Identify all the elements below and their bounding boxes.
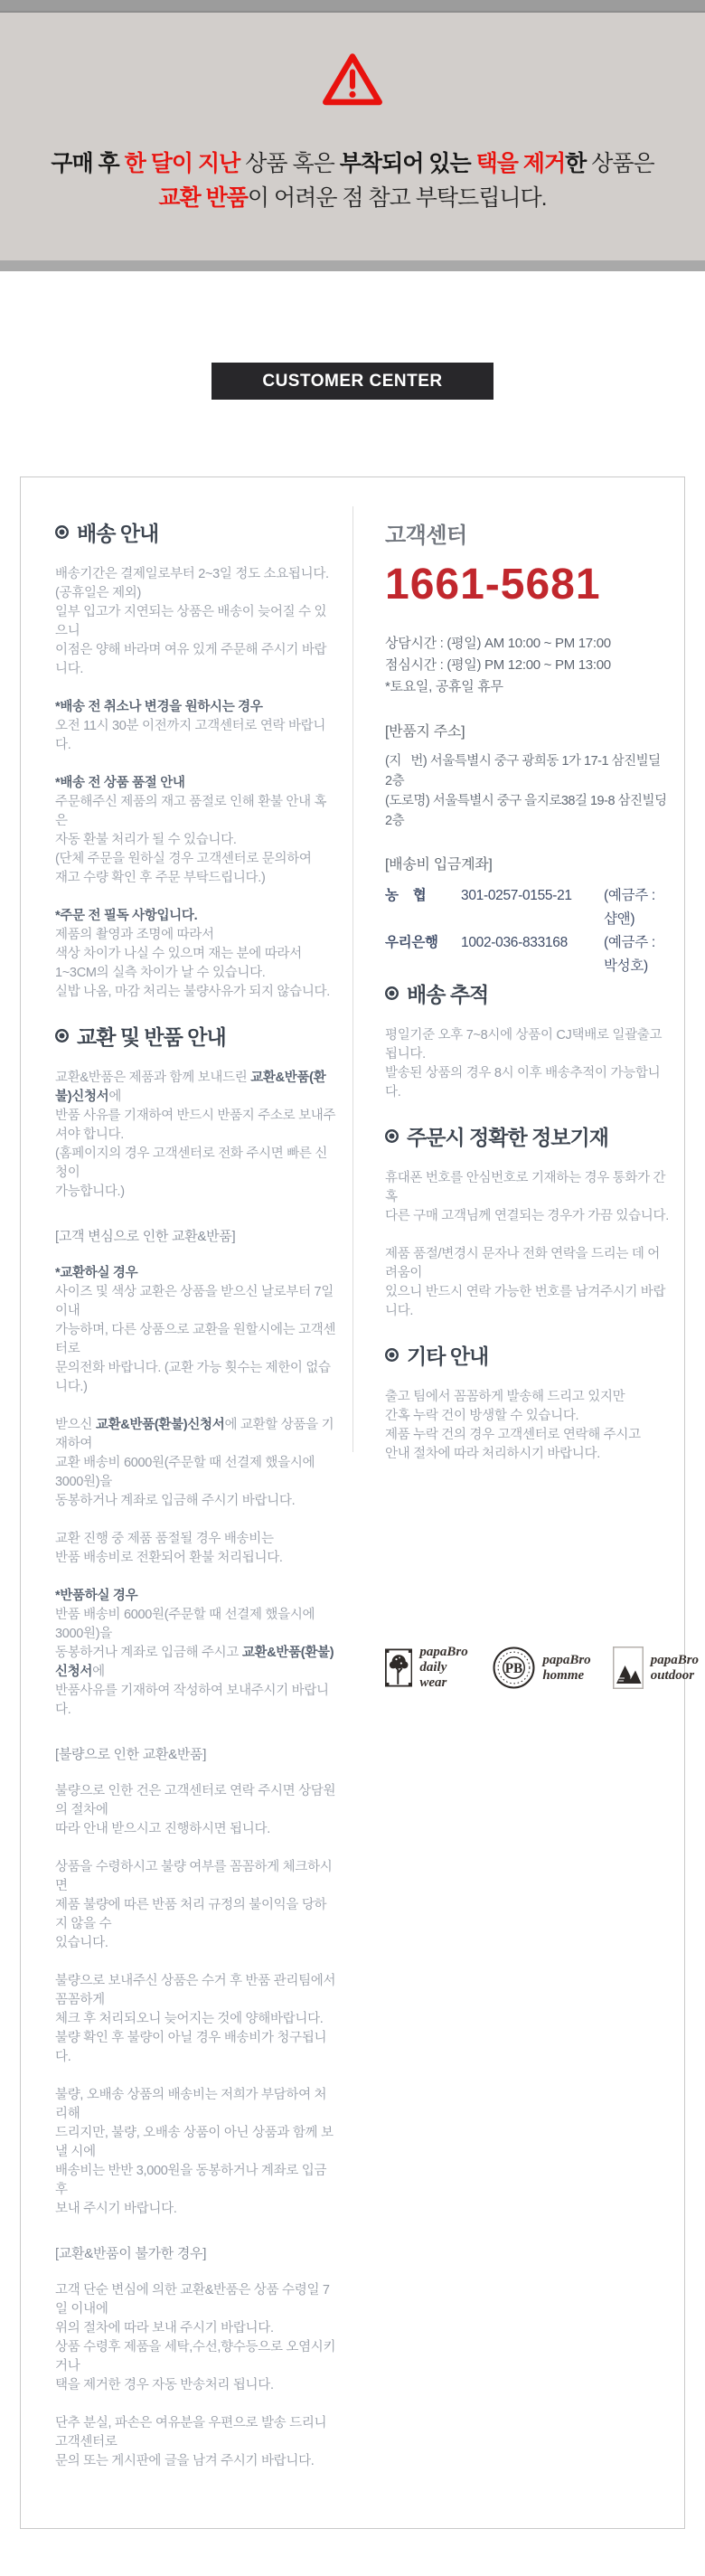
tree-logo-icon [385, 1647, 412, 1689]
text-run-bold: 교환&반품(환불)신청서 [95, 1418, 225, 1432]
brand-label [651, 1653, 699, 1684]
bank-row [385, 884, 670, 931]
column-divider [352, 506, 353, 1452]
bank-holder: (예금주 : 샵앤) [604, 888, 655, 927]
text-run: 에 반품 사유를 기재하여 반드시 반품지 주소로 보내주셔야 합니다. (홈페이지의 경우 고객센터로 전화 주시면 빠른 신청이 가능합니다.) [55, 1090, 336, 1199]
warning-segment: 한 [565, 151, 587, 176]
text-run: 교환&반품은 제품과 함께 보내드린 [55, 1071, 251, 1085]
accurate-info-section-title [385, 1121, 670, 1151]
exchange-subtitle: *교환하실 경우 [55, 1266, 138, 1280]
shipping-subtext: 오전 11시 30분 이전까지 고객센터로 연락 바랍니다. [55, 719, 326, 752]
fisheye-bullet-icon [55, 1029, 69, 1043]
brand-dailywear [385, 1645, 471, 1691]
fisheye-bullet-icon [385, 986, 399, 1000]
text-run-bold: 교환&반품(환불)신청서 [55, 1071, 326, 1104]
defect-paragraph: 상품을 수령하시고 불량 여부를 꼼꼼하게 체크하시면 제품 불량에 따른 반품 처리 규정의 불이익을 당하지 않을 수 있습니다. [55, 1860, 333, 1950]
etc-body: 출고 팀에서 꼼꼼하게 발송해 드리고 있지만 간혹 누락 건이 방생할 수 있습니다. 제품 누락 건의 경우 고객센터로 연락해 주시고 안내 절차에 따라 처리하시기 바랍니다. [385, 1390, 641, 1461]
top-gray-bar [0, 0, 705, 13]
return-paragraph [55, 1606, 336, 1720]
warning-segment-red: 한 달이 지난 [124, 151, 240, 176]
bank-account-number: 301-0257-0155-21 [461, 888, 572, 903]
text-run: 에 반품사유를 기재하여 작성하여 보내주시기 바랍니다. [55, 1665, 329, 1717]
fisheye-bullet-icon [385, 1348, 399, 1362]
defect-paragraph: 불량으로 보내주신 상품은 수거 후 반품 관리팀에서 꼼꼼하게 체크 후 처리되오니 늦어지는 것에 양해바랍니다. 불량 확인 후 불량이 아닐 경우 배송비가 청구됩니다. [55, 1974, 336, 2064]
returns-section-title [55, 1021, 336, 1051]
brand-line: homme [542, 1667, 585, 1683]
cs-title: 고객센터 [385, 524, 467, 548]
warning-segment: 이 어려운 점 참고 부탁드립니다. [247, 185, 547, 211]
brand-line: outdoor [650, 1667, 695, 1683]
customer-center-bar: CUSTOMER CENTER [212, 363, 494, 400]
accurate-paragraph: 휴대폰 번호를 안심번호로 기재하는 경우 통화가 간혹 다른 구매 고객님께 연결되는 경우가 가끔 있습니다. [385, 1171, 669, 1223]
text-run: 반품 배송비 6000원(주문할 때 선결제 했을시에 3000원)을 동봉하거나 계좌로 입금해 주시고 [55, 1608, 315, 1660]
cs-phone-number: 1661-5681 [385, 561, 601, 609]
section-title-label: 배송 추적 [407, 983, 489, 1006]
bracket-heading: [고객 변심으로 인한 교환&반품] [55, 1229, 236, 1244]
customer-center-column [352, 517, 700, 2490]
section-title-label: 주문시 정확한 정보기재 [407, 1126, 608, 1149]
shipping-subtitle: *배송 전 상품 품절 안내 [55, 776, 185, 790]
return-address: (지 번) 서울특별시 중구 광희동 1가 17-1 삼진빌딜 2층 (도로명) 서울특별시 중구 을지로38길 19-8 삼진빌딩 2층 [385, 754, 667, 828]
banner-bottom-strip [0, 260, 705, 271]
bank-name: 우리은행 [385, 935, 438, 950]
brand-name: papaBro [542, 1652, 591, 1667]
exchange-body: 사이즈 및 색상 교환은 상품을 받으신 날로부터 7일 이내 가능하며, 다른 상품으로 교환을 원할시에는 고객센터로 문의전화 바랍니다. (교환 가능 횟수는 제한이 없습니다.) [55, 1285, 336, 1394]
bank-holder: (예금주 : 박성호) [604, 935, 655, 974]
text-run: 받으신 [55, 1418, 96, 1432]
cs-hours: 상담시간 : (평일) AM 10:00 ~ PM 17:00 점심시간 : (평일) PM 12:00 ~ PM 13:00 *토요일, 공휴일 휴무 [385, 636, 611, 694]
defect-paragraph: 불량으로 인한 건은 고객센터로 연락 주시면 상담원의 절차에 따라 안내 받으시고 진행하시면 됩니다. [55, 1784, 336, 1836]
brand-logo-row [385, 1645, 700, 1691]
brand-label [542, 1653, 590, 1684]
brand-line: daily wear [419, 1660, 447, 1690]
brand-name: papaBro [419, 1645, 468, 1659]
shipping-section-title [55, 517, 336, 547]
warning-segment: 상품은 [586, 151, 654, 176]
bank-row [385, 931, 670, 978]
soldout-paragraph: 교환 진행 중 제품 품절될 경우 배송비는 반품 배송비로 전환되어 환불 처리됩니다. [55, 1532, 283, 1565]
bank-name: 농 협 [385, 888, 427, 903]
bank-title: [배송비 입금계좌] [385, 857, 493, 873]
warning-banner [0, 13, 705, 260]
mountain-logo-icon [613, 1647, 644, 1689]
tracking-section-title [385, 978, 670, 1008]
impossible-paragraph: 단추 분실, 파손은 여유분을 우편으로 발송 드리니 고객센터로 문의 또는 게시판에 글을 남겨 주시기 바랍니다. [55, 2416, 327, 2468]
returns-intro-paragraph [55, 1069, 336, 1202]
brand-label [419, 1645, 471, 1691]
shipping-subtext: 제품의 촬영과 조명에 따라서 색상 차이가 나실 수 있으며 재는 분에 따라서 1~3CM의 실측 차이가 날 수 있습니다. 실밥 나옴, 마감 처리는 불량사유가 되지 않습니다. [55, 928, 330, 999]
section-title-label: 배송 안내 [77, 522, 159, 545]
warning-segment: 부착되어 있는 [339, 151, 476, 176]
accurate-paragraph: 제품 품절/변경시 문자나 전화 연락을 드리는 데 어려움이 있으니 반드시 연락 가능한 번호를 남겨주시기 바랍니다. [385, 1247, 666, 1318]
warning-segment-red: 택을 제거 [475, 151, 566, 176]
brand-outdoor [613, 1647, 699, 1689]
impossible-paragraph: 고객 단순 변심에 의한 교환&반품은 상품 수령일 7일 이내에 위의 절차에 따라 보내 주시기 바랍니다. 상품 수령후 제품을 세탁,수선,향수등으로 오염시키거나 택을 제거한 경우 자동 반송처리 됩니다. [55, 2283, 336, 2392]
section-title-label: 교환 및 반품 안내 [77, 1025, 226, 1049]
etc-section-title [385, 1340, 670, 1370]
bracket-heading: [교환&반품이 불가한 경우] [55, 2246, 207, 2261]
return-address-title: [반품지 주소] [385, 724, 465, 740]
shipping-intro-paragraph: 배송기간은 결제일로부터 2~3일 정도 소요됩니다. (공휴일은 제외) 일부 입고가 지연되는 상품은 배송이 늦어질 수 있으니 이점은 양해 바라며 여유 있게 주문해 주시기 바랍니다. [55, 567, 329, 676]
stamp-logo-icon [493, 1647, 535, 1689]
shipping-subtitle: *배송 전 취소나 변경을 원하시는 경우 [55, 700, 263, 714]
exchange-form-paragraph [55, 1416, 336, 1511]
brand-homme [493, 1647, 590, 1689]
bank-account-number: 1002-036-833168 [461, 935, 568, 950]
tracking-body: 평일기준 오후 7~8시에 상품이 CJ택배로 일괄출고 됩니다. 발송된 상품의 경우 8시 이후 배송추적이 가능합니다. [385, 1028, 663, 1099]
warning-text-line2 [0, 181, 705, 215]
shipping-subtext: 주문해주신 제품의 재고 품절로 인해 환불 안내 혹은 자동 환불 처리가 될 수 있습니다. (단체 주문을 원하실 경우 고객센터로 문의하여 재고 수량 확인 후 주문 부탁드립니다.) [55, 795, 327, 885]
text-run: 에 교환할 상품을 기재하여 교환 배송비 6000원(주문할 때 선결제 했을시에 3000원)을 동봉하거나 계좌로 입금해 주시기 바랍니다. [55, 1418, 334, 1508]
section-title-label: 기타 안내 [407, 1345, 489, 1368]
defect-paragraph: 불량, 오배송 상품의 배송비는 저희가 부담하여 처리해 드리지만, 불량, 오배송 상품이 아닌 상품과 함께 보낼 시에 배송비는 반반 3,000원을 동봉하거나 계좌로 입금 후 보내 주시기 바랍니다. [55, 2088, 334, 2216]
bracket-heading: [불량으로 인한 교환&반품] [55, 1747, 207, 1762]
bank-list [385, 884, 670, 978]
return-subtitle: *반품하실 경우 [55, 1589, 138, 1603]
svg-text:PB: PB [505, 1661, 523, 1677]
fisheye-bullet-icon [385, 1129, 399, 1143]
warning-segment-red: 교환 반품 [158, 185, 248, 211]
warning-triangle-icon [320, 51, 385, 109]
fisheye-bullet-icon [55, 525, 69, 539]
shipping-returns-column [21, 517, 352, 2490]
text-run-bold: 교환&반품(환불)신청서 [55, 1646, 334, 1679]
warning-segment: 구매 후 [51, 151, 125, 176]
shipping-subtitle: *주문 전 필독 사항입니다. [55, 909, 198, 923]
warning-text-line1 [0, 146, 705, 181]
info-box [20, 477, 700, 2529]
brand-name: papaBro [650, 1652, 700, 1667]
warning-segment: 상품 혹은 [240, 151, 340, 176]
